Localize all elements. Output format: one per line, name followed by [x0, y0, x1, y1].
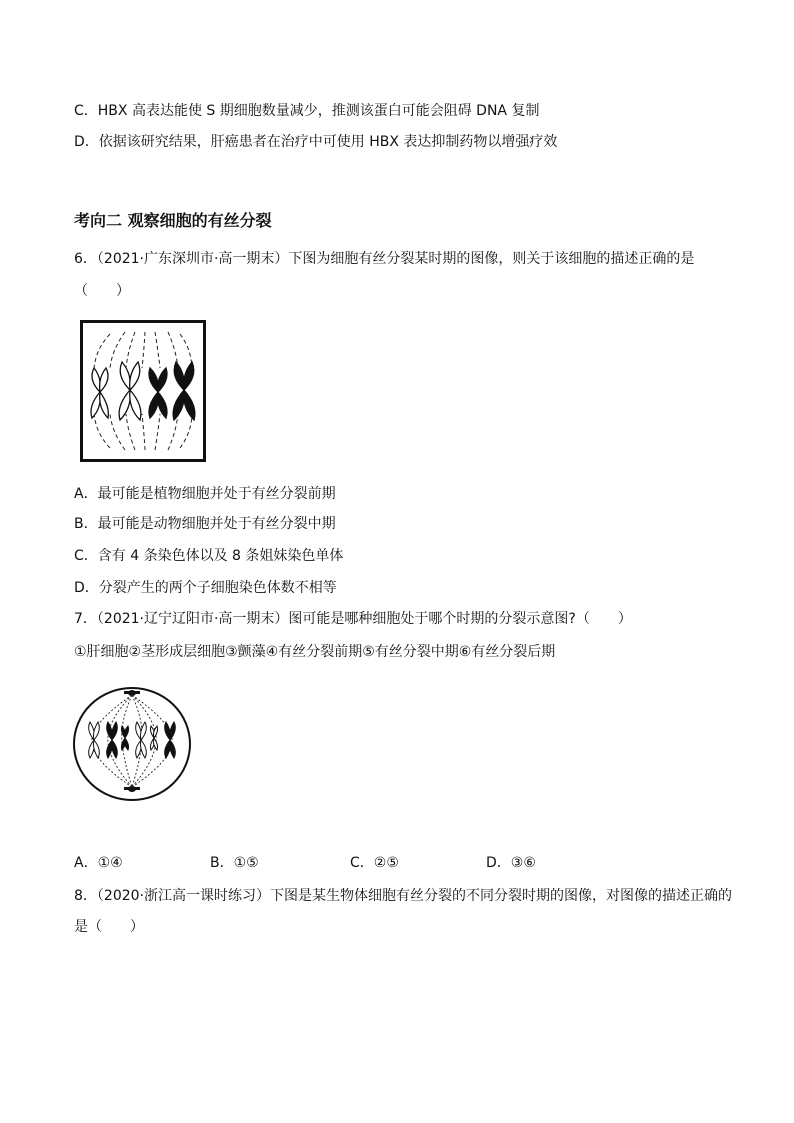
chromosomes: [89, 722, 176, 758]
q7-option-b: B．①⑤: [210, 855, 259, 871]
chromosome-black-2: [173, 362, 195, 420]
q6-option-a: A．最可能是植物细胞并处于有丝分裂前期: [74, 486, 336, 502]
q6-paren: （ ）: [74, 283, 130, 299]
chromosome-white-2: [119, 362, 141, 420]
option-c-q5: C．HBX 高表达能使 S 期细胞数量减少，推测该蛋白可能会阻碍 DNA 复制: [74, 103, 540, 119]
q6-stem: 6．（2021·广东深圳市·高一期末）下图为细胞有丝分裂某时期的图像，则关于该细胞的描述正确的是: [74, 251, 695, 267]
section-title: 考向二 观察细胞的有丝分裂: [74, 211, 272, 230]
q6-option-c: C．含有 4 条染色体以及 8 条姐妹染色单体: [74, 548, 344, 564]
q8-stem-continued: 是（ ）: [74, 919, 144, 935]
spindle-fibers: [94, 332, 192, 450]
q8-stem: 8．（2020·浙江高一课时练习）下图是某生物体细胞有丝分裂的不同分裂时期的图像，对图像的描述正确的: [74, 888, 732, 904]
q7-option-d: D．③⑥: [486, 855, 536, 871]
q7-cell-figure: [70, 684, 194, 804]
q6-option-b: B．最可能是动物细胞并处于有丝分裂中期: [74, 516, 336, 532]
chromosome-black-1: [149, 368, 167, 418]
q7-option-c: C．②⑤: [350, 855, 399, 871]
q7-items: ①肝细胞②茎形成层细胞③颤藻④有丝分裂前期⑤有丝分裂中期⑥有丝分裂后期: [74, 644, 556, 660]
spindle-fibers: [92, 695, 172, 787]
q6-option-d: D．分裂产生的两个子细胞染色体数不相等: [74, 580, 337, 596]
q7-option-a: A．①④: [74, 855, 123, 871]
q7-stem: 7．（2021·辽宁辽阳市·高一期末）图可能是哪种细胞处于哪个时期的分裂示意图?（ ）: [74, 611, 632, 627]
option-d-q5: D．依据该研究结果，肝癌患者在治疗中可使用 HBX 表达抑制药物以增强疗效: [74, 134, 558, 150]
chromosome-white-1: [91, 368, 108, 418]
q6-cell-figure: [80, 320, 206, 462]
